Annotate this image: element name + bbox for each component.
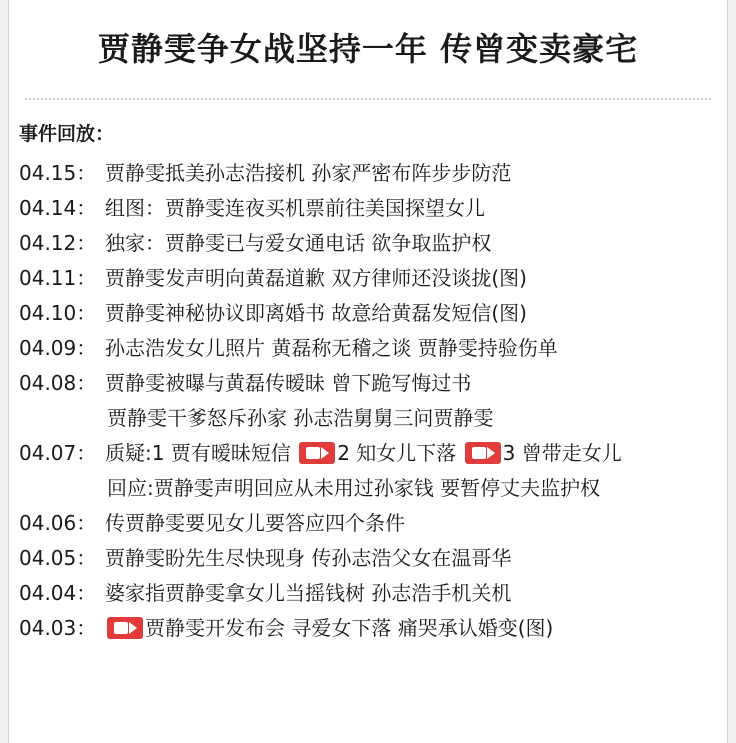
event-link[interactable]: 婆家指贾静雯拿女儿当摇钱树 孙志浩手机关机	[105, 581, 512, 605]
event-date: 04.08：	[19, 371, 97, 395]
video-icon[interactable]	[465, 442, 501, 464]
event-date: 04.04：	[19, 581, 97, 605]
event-link[interactable]: 2 知女儿下落	[337, 441, 463, 465]
event-link[interactable]: 贾静雯发声明向黄磊道歉 双方律师还没谈拢(图)	[105, 266, 527, 290]
event-date: 04.11：	[19, 266, 97, 290]
event-link[interactable]: 贾静雯干爹怒斥孙家 孙志浩舅舅三问贾静雯	[107, 406, 494, 430]
event-link[interactable]: 3 曾带走女儿	[502, 441, 622, 465]
event-link[interactable]: 贾静雯被曝与黄磊传暧昧 曾下跪写悔过书	[105, 371, 472, 395]
video-icon[interactable]	[107, 617, 143, 639]
event-row[interactable]	[19, 261, 723, 296]
event-date: 04.14：	[19, 196, 97, 220]
page-title: 贾静雯争女战坚持一年 传曾变卖豪宅	[97, 30, 639, 68]
dotted-divider	[25, 98, 711, 100]
event-link[interactable]: 贾静雯盼先生尽快现身 传孙志浩父女在温哥华	[105, 546, 512, 570]
event-row-continuation[interactable]	[19, 471, 723, 506]
event-row[interactable]	[19, 541, 723, 576]
event-date: 04.15：	[19, 161, 97, 185]
event-link[interactable]: 组图：贾静雯连夜买机票前往美国探望女儿	[105, 196, 485, 220]
event-row[interactable]	[19, 296, 723, 331]
event-date: 04.06：	[19, 511, 97, 535]
section-label: 事件回放：	[19, 123, 115, 145]
event-date: 04.09：	[19, 336, 97, 360]
event-row[interactable]	[19, 331, 723, 366]
event-link[interactable]: 孙志浩发女儿照片 黄磊称无稽之谈 贾静雯持验伤单	[105, 336, 558, 360]
event-date: 04.12：	[19, 231, 97, 255]
article-card	[8, 0, 728, 743]
event-row[interactable]	[19, 506, 723, 541]
video-icon[interactable]	[299, 442, 335, 464]
event-row[interactable]	[19, 156, 723, 191]
event-link[interactable]: 贾静雯开发布会 寻爱女下落 痛哭承认婚变(图)	[145, 616, 554, 640]
event-row-continuation[interactable]	[19, 401, 723, 436]
event-link[interactable]: 独家：贾静雯已与爱女通电话 欲争取监护权	[105, 231, 492, 255]
event-row[interactable]	[19, 226, 723, 261]
event-date: 04.07：	[19, 441, 97, 465]
event-date: 04.05：	[19, 546, 97, 570]
event-link[interactable]: 回应:贾静雯声明回应从未用过孙家钱 要暂停丈夫监护权	[107, 476, 601, 500]
event-row[interactable]	[19, 366, 723, 401]
event-link[interactable]: 质疑:1 贾有暧昧短信	[105, 441, 298, 465]
event-row[interactable]	[19, 436, 723, 471]
event-link[interactable]: 贾静雯神秘协议即离婚书 故意给黄磊发短信(图)	[105, 301, 527, 325]
event-row[interactable]	[19, 611, 723, 646]
event-date: 04.03：	[19, 616, 97, 640]
event-link[interactable]: 贾静雯抵美孙志浩接机 孙家严密布阵步步防范	[105, 161, 512, 185]
event-link[interactable]: 传贾静雯要见女儿要答应四个条件	[105, 511, 405, 535]
event-row[interactable]	[19, 576, 723, 611]
event-list	[19, 156, 723, 646]
event-date: 04.10：	[19, 301, 97, 325]
event-row[interactable]	[19, 191, 723, 226]
